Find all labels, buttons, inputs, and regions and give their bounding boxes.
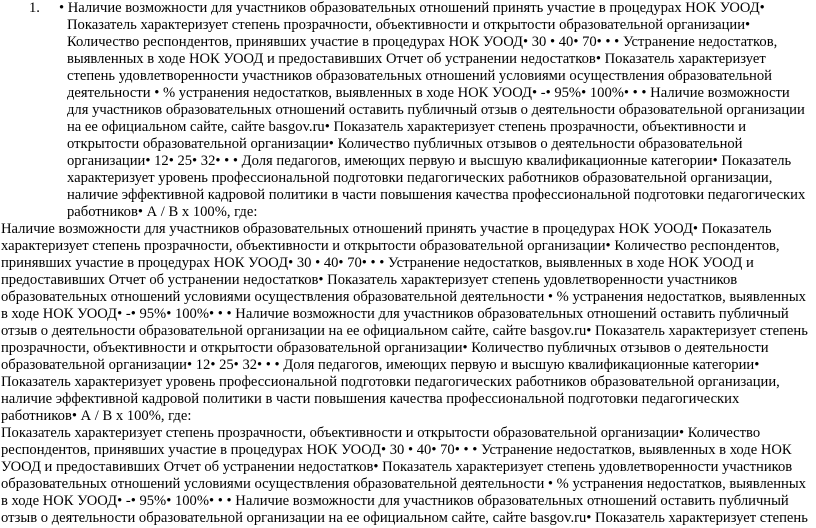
list-number: 1.	[29, 0, 40, 16]
numbered-paragraph	[1, 0, 813, 221]
paragraph-2: Наличие возможности для участников образовательных отношений принять участие в процедурах НОК УООД• Показатель характеризует степень прозрачности, объективности и открытости образовательной организации• Количество респондентов, принявших участие в процедурах НОК УООД• 30 • 40• 70• • • Устранение недостатков, выявленных в ходе НОК УООД и предоставивших Отчет об устранении недостатков• Показатель характеризует степень удовлетворенности участников образовательных отношений условиями осуществления образовательной деятельности • % устранения недостатков, выявленных в ходе НОК УООД• -• 95%• 100%• • • Наличие возможности для участников образовательных отношений оставить публичный отзыв о деятельности образовательной организации на ее официальном сайте, сайте basgov.ru• Показатель характеризует степень прозрачности, объективности и открытости образовательной организации• Количество публичных отзывов о деятельности образовательной организации• 12• 25• 32• • • Доля педагогов, имеющих первую и высшую квалификационные категории• Показатель характеризует уровень профессиональной подготовки педагогических работников образовательной организации, наличие эффективной кадровой политики в части повышения качества профессиональной подготовки педагогических работников• А / В х 100%, где:	[1, 221, 808, 424]
paragraph-3: Показатель характеризует степень прозрачности, объективности и открытости образовательной организации• Количество респондентов, принявших участие в процедурах НОК УООД• 30 • 40• 70• • • Устранение недостатков, выявленных в ходе НОК УООД и предоставивших Отчет об устранении недостатков• Показатель характеризует степень удовлетворенности участников образовательных отношений условиями осуществления образовательной деятельности • % устранения недостатков, выявленных в ходе НОК УООД• -• 95%• 100%• • • Наличие возможности для участников образовательных отношений оставить публичный отзыв о деятельности образовательной организации на ее официальном сайте, сайте basgov.ru• Показатель характеризует степень	[1, 425, 808, 526]
paragraph-1-text: • Наличие возможности для участников образовательных отношений принять участие в процедурах НОК УООД• Показатель характеризует степень прозрачности, объективности и открытости образовательной организации• Количество респондентов, принявших участие в процедурах НОК УООД• 30 • 40• 70• • • Устранение недостатков, выявленных в ходе НОК УООД и предоставивших Отчет об устранении недостатков• Показатель характеризует степень удовлетворенности участников образовательных отношений условиями осуществления образовательной деятельности • % устранения недостатков, выявленных в ходе НОК УООД• -• 95%• 100%• • • Наличие возможности для участников образовательных отношений оставить публичный отзыв о деятельности образовательной организации на ее официальном сайте, сайте basgov.ru• Показатель характеризует степень прозрачности, объективности и открытости образовательной организации• Количество публичных отзывов о деятельности образовательной организации• 12• 25• 32• • • Доля педагогов, имеющих первую и высшую квалификационные категории• Показатель характеризует уровень профессиональной подготовки педагогических работников образовательной организации, наличие эффективной кадровой политики в части повышения качества профессиональной подготовки педагогических работников• А / В х 100%, где:	[59, 0, 806, 220]
document-page	[1, 0, 813, 527]
